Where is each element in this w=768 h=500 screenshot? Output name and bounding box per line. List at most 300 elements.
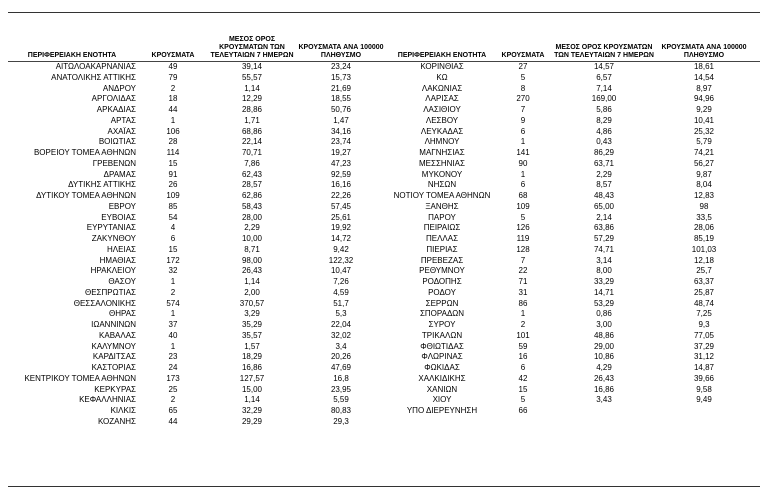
region-cell: ΠΙΕΡΙΑΣ xyxy=(426,244,458,254)
region-cell: ΑΙΤΩΛΟΑΚΑΡΝΑΝΙΑΣ xyxy=(55,62,136,71)
table-row xyxy=(8,342,392,353)
header-avg7: ΜΕΣΟΣ ΟΡΟΣ ΚΡΟΥΣΜΑΤΩΝ ΤΩΝ ΤΕΛΕΥΤΑΙΩΝ 7 ΗΜΕΡΩΝ xyxy=(554,44,654,59)
per100k-cell: 77,05 xyxy=(693,330,715,340)
per100k-cell: 20,26 xyxy=(330,352,352,362)
avg7-cell: 70,71 xyxy=(241,148,263,157)
header-region: ΠΕΡΙΦΕΡΕΙΑΚΗ ΕΝΟΤΗΤΑ xyxy=(27,52,117,59)
avg7-cell: 74,71 xyxy=(593,244,615,254)
table-row xyxy=(392,352,760,363)
per100k-cell: 37,29 xyxy=(693,341,715,351)
table-row xyxy=(392,159,760,170)
region-cell: ΔΥΤΙΚΟΥ ΤΟΜΕΑ ΑΘΗΝΩΝ xyxy=(36,191,136,200)
cases-cell: 22 xyxy=(518,266,528,276)
table-row xyxy=(392,234,760,245)
avg7-cell: 48,43 xyxy=(593,191,615,200)
table-row xyxy=(8,395,392,406)
cases-cell: 6 xyxy=(520,180,526,190)
per100k-cell: 18,61 xyxy=(693,62,715,71)
cases-cell: 2 xyxy=(170,395,176,405)
cases-cell: 6 xyxy=(520,126,526,136)
avg7-cell xyxy=(554,406,654,417)
table-row xyxy=(8,73,392,84)
region-cell: ΧΑΝΙΩΝ xyxy=(426,384,458,394)
avg7-cell: 3,29 xyxy=(244,309,260,319)
table-left xyxy=(8,22,392,428)
cases-cell: 2 xyxy=(520,320,526,329)
header-per100k: ΚΡΟΥΣΜΑΤΑ ΑΝΑ 100000 ΠΛΗΘΥΣΜΟ xyxy=(298,44,384,59)
region-cell: ΚΩ xyxy=(436,72,448,82)
cases-cell: 1 xyxy=(170,341,176,351)
region-cell: ΗΡΑΚΛΕΙΟΥ xyxy=(90,266,136,276)
cases-cell: 42 xyxy=(518,373,528,383)
avg7-cell: 0,86 xyxy=(596,309,612,319)
cases-cell: 172 xyxy=(166,255,180,265)
table-row xyxy=(8,299,392,310)
table-row xyxy=(8,223,392,234)
region-cell: ΚΙΛΚΙΣ xyxy=(110,406,136,415)
avg7-cell: 8,57 xyxy=(596,180,612,190)
region-cell: ΘΗΡΑΣ xyxy=(108,309,136,319)
avg7-cell: 35,57 xyxy=(241,330,263,340)
per100k-cell: 9,49 xyxy=(696,395,712,405)
cases-cell: 173 xyxy=(166,373,180,383)
per100k-cell: 51,7 xyxy=(333,298,349,308)
cases-cell: 40 xyxy=(168,330,178,340)
cases-cell: 119 xyxy=(516,234,530,243)
cases-cell: 7 xyxy=(520,255,526,265)
table-row xyxy=(8,62,392,73)
region-cell: ΣΕΡΡΩΝ xyxy=(425,298,459,308)
cases-cell: 2 xyxy=(170,83,176,93)
region-cell: ΛΕΣΒΟΥ xyxy=(425,115,459,125)
avg7-cell: 26,43 xyxy=(241,266,263,276)
cases-cell: 16 xyxy=(518,352,528,362)
cases-cell: 37 xyxy=(168,320,178,329)
avg7-cell: 35,29 xyxy=(241,320,263,329)
region-cell: ΣΥΡΟΥ xyxy=(428,320,456,329)
table-row xyxy=(392,288,760,299)
region-cell: ΛΑΚΩΝΙΑΣ xyxy=(421,83,463,93)
cases-cell: 85 xyxy=(168,201,178,211)
region-cell: ΚΑΒΑΛΑΣ xyxy=(99,330,136,340)
cases-cell: 109 xyxy=(166,191,180,200)
region-cell: ΠΡΕΒΕΖΑΣ xyxy=(420,255,464,265)
per100k-cell: 39,66 xyxy=(693,373,715,383)
per100k-cell: 12,83 xyxy=(693,191,715,200)
table-row xyxy=(8,277,392,288)
cases-cell: 27 xyxy=(518,62,528,71)
region-cell: ΙΩΑΝΝΙΝΩΝ xyxy=(91,320,136,329)
table-row xyxy=(8,180,392,191)
per100k-cell: 14,54 xyxy=(693,72,715,82)
avg7-cell: 1,14 xyxy=(244,83,260,93)
table-row xyxy=(8,105,392,116)
region-cell: ΚΟΖΑΝΗΣ xyxy=(97,416,136,426)
region-cell: ΚΑΡΔΙΤΣΑΣ xyxy=(92,352,136,362)
cases-cell: 66 xyxy=(518,406,528,415)
region-cell: ΠΑΡΟΥ xyxy=(428,212,456,222)
region-cell: ΚΟΡΙΝΘΙΑΣ xyxy=(420,62,464,71)
table-row xyxy=(8,288,392,299)
cases-cell: 15 xyxy=(518,384,528,394)
region-cell: ΛΗΜΝΟΥ xyxy=(424,137,460,147)
avg7-cell: 55,57 xyxy=(241,72,263,82)
per100k-cell: 9,29 xyxy=(696,105,712,114)
table-row xyxy=(8,417,392,428)
cases-cell: 79 xyxy=(168,72,178,82)
table-row xyxy=(8,266,392,277)
region-cell: ΑΡΤΑΣ xyxy=(110,115,136,125)
table-row xyxy=(392,73,760,84)
cases-cell: 68 xyxy=(518,191,528,200)
avg7-cell: 14,71 xyxy=(593,287,615,297)
per100k-cell: 8,97 xyxy=(696,83,712,93)
per100k-cell: 14,87 xyxy=(693,363,715,372)
cases-cell: 101 xyxy=(516,330,530,340)
per100k-cell: 56,27 xyxy=(693,158,715,168)
per100k-cell: 18,55 xyxy=(330,94,352,104)
per100k-cell: 92,59 xyxy=(330,169,352,179)
region-cell: ΥΠΟ ΔΙΕΡΕΥΝΗΣΗ xyxy=(406,406,478,415)
table-row xyxy=(392,148,760,159)
region-cell: ΑΡΓΟΛΙΔΑΣ xyxy=(91,94,136,104)
table-row xyxy=(392,406,760,417)
per100k-cell: 23,95 xyxy=(330,384,352,394)
region-cell: ΓΡΕΒΕΝΩΝ xyxy=(92,158,136,168)
table-row xyxy=(8,137,392,148)
per100k-cell: 80,83 xyxy=(330,406,352,415)
avg7-cell: 1,57 xyxy=(244,341,260,351)
avg7-cell: 65,00 xyxy=(593,201,615,211)
cases-cell: 4 xyxy=(170,223,176,233)
per100k-cell: 48,74 xyxy=(693,298,715,308)
per100k-cell: 122,32 xyxy=(328,255,354,265)
table-header-left xyxy=(8,22,392,62)
cases-cell: 5 xyxy=(520,212,526,222)
region-cell: ΚΑΛΥΜΝΟΥ xyxy=(91,341,136,351)
header-region: ΠΕΡΙΦΕΡΕΙΑΚΗ ΕΝΟΤΗΤΑ xyxy=(397,52,487,59)
region-cell: ΚΕΡΚΥΡΑΣ xyxy=(94,384,136,394)
table-row xyxy=(8,213,392,224)
table-row xyxy=(8,245,392,256)
avg7-cell: 7,14 xyxy=(596,83,612,93)
table-row xyxy=(8,159,392,170)
avg7-cell: 2,29 xyxy=(596,169,612,179)
avg7-cell: 33,29 xyxy=(593,277,615,286)
per100k-cell: 9,87 xyxy=(696,169,712,179)
cases-cell: 90 xyxy=(518,158,528,168)
cases-cell: 6 xyxy=(170,234,176,243)
region-cell: ΦΩΚΙΔΑΣ xyxy=(424,363,460,372)
table-row xyxy=(392,374,760,385)
per100k-cell: 12,18 xyxy=(693,255,715,265)
cases-cell: 15 xyxy=(168,158,178,168)
region-cell: ΛΕΥΚΑΔΑΣ xyxy=(420,126,464,136)
table-row xyxy=(8,352,392,363)
cases-cell: 15 xyxy=(168,244,178,254)
table-row xyxy=(8,309,392,320)
region-cell: ΡΟΔΟΥ xyxy=(428,287,456,297)
avg7-cell: 7,86 xyxy=(244,158,260,168)
region-cell: ΗΛΕΙΑΣ xyxy=(107,244,136,254)
cases-cell: 25 xyxy=(168,384,178,394)
avg7-cell: 15,00 xyxy=(241,384,263,394)
cases-cell: 44 xyxy=(168,416,178,426)
region-cell: ΒΟΡΕΙΟΥ ΤΟΜΕΑ ΑΘΗΝΩΝ xyxy=(33,148,136,157)
avg7-cell: 29,29 xyxy=(241,416,263,426)
per100k-cell: 10,41 xyxy=(693,115,715,125)
table-row xyxy=(392,266,760,277)
avg7-cell: 8,00 xyxy=(596,266,612,276)
avg7-cell: 3,00 xyxy=(596,320,612,329)
per100k-cell: 98 xyxy=(699,201,709,211)
cases-cell: 86 xyxy=(518,298,528,308)
per100k-cell: 22,26 xyxy=(330,191,352,200)
region-cell: ΚΕΝΤΡΙΚΟΥ ΤΟΜΕΑ ΑΘΗΝΩΝ xyxy=(24,373,136,383)
region-cell: ΛΑΡΙΣΑΣ xyxy=(425,94,459,104)
region-cell: ΡΟΔΟΠΗΣ xyxy=(422,277,462,286)
avg7-cell: 12,29 xyxy=(241,94,263,104)
header-cases: ΚΡΟΥΣΜΑΤΑ xyxy=(151,52,195,59)
bottom-rule xyxy=(8,486,760,487)
region-cell: ΘΑΣΟΥ xyxy=(108,277,136,286)
per100k-cell: 31,12 xyxy=(693,352,715,362)
table-row xyxy=(8,385,392,396)
region-cell: ΔΡΑΜΑΣ xyxy=(103,169,136,179)
table-row xyxy=(392,385,760,396)
per100k-cell: 19,27 xyxy=(330,148,352,157)
table-row xyxy=(392,223,760,234)
avg7-cell: 58,43 xyxy=(241,201,263,211)
avg7-cell: 28,00 xyxy=(241,212,263,222)
table-row xyxy=(8,116,392,127)
table-row xyxy=(8,94,392,105)
avg7-cell: 5,86 xyxy=(596,105,612,114)
avg7-cell: 68,86 xyxy=(241,126,263,136)
cases-cell: 1 xyxy=(170,309,176,319)
table-row xyxy=(8,148,392,159)
per100k-cell: 25,32 xyxy=(693,126,715,136)
per100k-cell: 14,72 xyxy=(330,234,352,243)
cases-cell: 1 xyxy=(520,169,526,179)
avg7-cell: 98,00 xyxy=(241,255,263,265)
table-body-right xyxy=(392,62,760,417)
table-row xyxy=(392,94,760,105)
table-row xyxy=(392,180,760,191)
table-row xyxy=(392,213,760,224)
region-cell: ΕΥΒΟΙΑΣ xyxy=(101,212,136,222)
avg7-cell: 127,57 xyxy=(239,373,265,383)
avg7-cell: 4,29 xyxy=(596,363,612,372)
region-cell: ΦΛΩΡΙΝΑΣ xyxy=(421,352,463,362)
table-row xyxy=(392,137,760,148)
avg7-cell: 16,86 xyxy=(593,384,615,394)
per100k-cell: 7,25 xyxy=(696,309,712,319)
region-cell: ΠΕΙΡΑΙΩΣ xyxy=(423,223,461,233)
cases-cell: 2 xyxy=(170,287,176,297)
per100k-cell: 5,59 xyxy=(333,395,349,405)
per100k-cell: 34,16 xyxy=(330,126,352,136)
region-cell: ΝΟΤΙΟΥ ΤΟΜΕΑ ΑΘΗΝΩΝ xyxy=(393,191,491,200)
table-right xyxy=(392,22,760,417)
per100k-cell: 57,45 xyxy=(330,201,352,211)
cases-cell: 114 xyxy=(166,148,180,157)
cases-cell: 1 xyxy=(520,137,526,147)
cases-cell: 270 xyxy=(516,94,530,104)
table-row xyxy=(392,84,760,95)
avg7-cell: 63,71 xyxy=(593,158,615,168)
per100k-cell: 1,47 xyxy=(333,115,349,125)
region-cell: ΝΗΣΩΝ xyxy=(427,180,457,190)
avg7-cell: 2,29 xyxy=(244,223,260,233)
region-cell: ΜΑΓΝΗΣΙΑΣ xyxy=(419,148,465,157)
per100k-cell: 32,02 xyxy=(330,330,352,340)
table-row xyxy=(8,363,392,374)
cases-cell: 7 xyxy=(520,105,526,114)
region-cell: ΔΥΤΙΚΗΣ ΑΤΤΙΚΗΣ xyxy=(68,180,136,190)
avg7-cell: 18,29 xyxy=(241,352,263,362)
table-row xyxy=(392,191,760,202)
region-cell: ΜΕΣΣΗΝΙΑΣ xyxy=(419,158,465,168)
avg7-cell: 4,86 xyxy=(596,126,612,136)
avg7-cell: 370,57 xyxy=(239,298,265,308)
per100k-cell: 63,37 xyxy=(693,277,715,286)
region-cell: ΡΕΘΥΜΝΟΥ xyxy=(419,266,465,276)
avg7-cell: 28,57 xyxy=(241,180,263,190)
table-row xyxy=(392,299,760,310)
cases-cell: 24 xyxy=(168,363,178,372)
top-rule xyxy=(8,12,760,13)
table-row xyxy=(8,202,392,213)
cases-cell: 1 xyxy=(170,277,176,286)
cases-cell: 71 xyxy=(518,277,528,286)
per100k-cell: 16,8 xyxy=(333,373,349,383)
region-cell: ΜΥΚΟΝΟΥ xyxy=(421,169,463,179)
cases-cell: 49 xyxy=(168,62,178,71)
header-per100k: ΚΡΟΥΣΜΑΤΑ ΑΝΑ 100000 ΠΛΗΘΥΣΜΟ xyxy=(661,44,747,59)
region-cell: ΦΘΙΩΤΙΔΑΣ xyxy=(420,341,464,351)
per100k-cell: 16,16 xyxy=(330,180,352,190)
region-cell: ΧΙΟΥ xyxy=(432,395,452,405)
avg7-cell: 62,43 xyxy=(241,169,263,179)
table-row xyxy=(8,170,392,181)
cases-cell: 141 xyxy=(516,148,530,157)
region-cell: ΘΕΣΠΡΩΤΙΑΣ xyxy=(85,287,136,297)
per100k-cell: 23,24 xyxy=(330,62,352,71)
region-cell: ΘΕΣΣΑΛΟΝΙΚΗΣ xyxy=(73,298,136,308)
region-cell: ΠΕΛΛΑΣ xyxy=(425,234,459,243)
table-row xyxy=(392,202,760,213)
per100k-cell xyxy=(654,406,754,417)
per100k-cell: 74,21 xyxy=(693,148,715,157)
per100k-cell: 50,76 xyxy=(330,105,352,114)
per100k-cell: 9,3 xyxy=(698,320,710,329)
per100k-cell: 15,73 xyxy=(330,72,352,82)
cases-cell: 6 xyxy=(520,363,526,372)
avg7-cell: 8,71 xyxy=(244,244,260,254)
table-header-right xyxy=(392,22,760,62)
avg7-cell: 1,14 xyxy=(244,395,260,405)
region-cell: ΧΑΛΚΙΔΙΚΗΣ xyxy=(418,373,466,383)
cases-cell: 109 xyxy=(516,201,530,211)
header-cases: ΚΡΟΥΣΜΑΤΑ xyxy=(501,52,545,59)
table-row xyxy=(392,342,760,353)
per100k-cell: 3,4 xyxy=(335,341,347,351)
table-row xyxy=(392,245,760,256)
table-row xyxy=(8,84,392,95)
per100k-cell: 4,59 xyxy=(333,287,349,297)
per100k-cell: 23,74 xyxy=(330,137,352,147)
avg7-cell: 62,86 xyxy=(241,191,263,200)
avg7-cell: 2,14 xyxy=(596,212,612,222)
region-cell: ΑΝΔΡΟΥ xyxy=(102,83,136,93)
avg7-cell: 48,86 xyxy=(593,330,615,340)
table-row xyxy=(392,320,760,331)
avg7-cell: 169,00 xyxy=(591,94,617,104)
region-cell: ΗΜΑΘΙΑΣ xyxy=(99,255,136,265)
avg7-cell: 8,29 xyxy=(596,115,612,125)
avg7-cell: 3,43 xyxy=(596,395,612,405)
region-cell: ΑΡΚΑΔΙΑΣ xyxy=(96,105,136,114)
per100k-cell: 85,19 xyxy=(693,234,715,243)
table-row xyxy=(392,277,760,288)
region-cell: ΑΝΑΤΟΛΙΚΗΣ ΑΤΤΙΚΗΣ xyxy=(51,72,136,82)
table-body-left xyxy=(8,62,392,428)
region-cell: ΤΡΙΚΑΛΩΝ xyxy=(421,330,463,340)
cases-cell: 54 xyxy=(168,212,178,222)
region-cell: ΕΥΡΥΤΑΝΙΑΣ xyxy=(86,223,136,233)
header-avg7: ΜΕΣΟΣ ΟΡΟΣ ΚΡΟΥΣΜΑΤΩΝ ΤΩΝ ΤΕΛΕΥΤΑΙΩΝ 7 ΗΜΕΡΩΝ xyxy=(210,36,294,59)
avg7-cell: 39,14 xyxy=(241,62,263,71)
region-cell: ΛΑΣΙΘΙΟΥ xyxy=(423,105,461,114)
cases-cell: 59 xyxy=(518,341,528,351)
table-row xyxy=(392,309,760,320)
per100k-cell: 29,3 xyxy=(333,416,349,426)
per100k-cell: 7,26 xyxy=(333,277,349,286)
avg7-cell: 0,43 xyxy=(596,137,612,147)
table-row xyxy=(8,374,392,385)
per100k-cell: 25,87 xyxy=(693,287,715,297)
avg7-cell: 2,00 xyxy=(244,287,260,297)
cases-cell: 5 xyxy=(520,72,526,82)
avg7-cell: 26,43 xyxy=(593,373,615,383)
cases-cell: 23 xyxy=(168,352,178,362)
cases-cell: 26 xyxy=(168,180,178,190)
region-cell: ΞΑΝΘΗΣ xyxy=(425,201,459,211)
avg7-cell: 22,14 xyxy=(241,137,263,147)
per100k-cell: 28,06 xyxy=(693,223,715,233)
cases-cell: 31 xyxy=(518,287,528,297)
region-cell: ΖΑΚΥΝΘΟΥ xyxy=(91,234,136,243)
per100k-cell: 5,79 xyxy=(696,137,712,147)
table-row xyxy=(392,395,760,406)
avg7-cell: 63,86 xyxy=(593,223,615,233)
per100k-cell: 5,3 xyxy=(335,309,347,319)
per100k-cell: 47,23 xyxy=(330,158,352,168)
avg7-cell: 14,57 xyxy=(593,62,615,71)
per100k-cell: 9,58 xyxy=(696,384,712,394)
avg7-cell: 28,86 xyxy=(241,105,263,114)
cases-cell: 91 xyxy=(168,169,178,179)
cases-cell: 106 xyxy=(166,126,180,136)
cases-cell: 574 xyxy=(166,298,180,308)
table-row xyxy=(392,105,760,116)
table-row xyxy=(8,406,392,417)
cases-cell: 28 xyxy=(168,137,178,147)
per100k-cell: 25,7 xyxy=(696,266,712,276)
avg7-cell: 29,00 xyxy=(593,341,615,351)
avg7-cell: 10,86 xyxy=(593,352,615,362)
